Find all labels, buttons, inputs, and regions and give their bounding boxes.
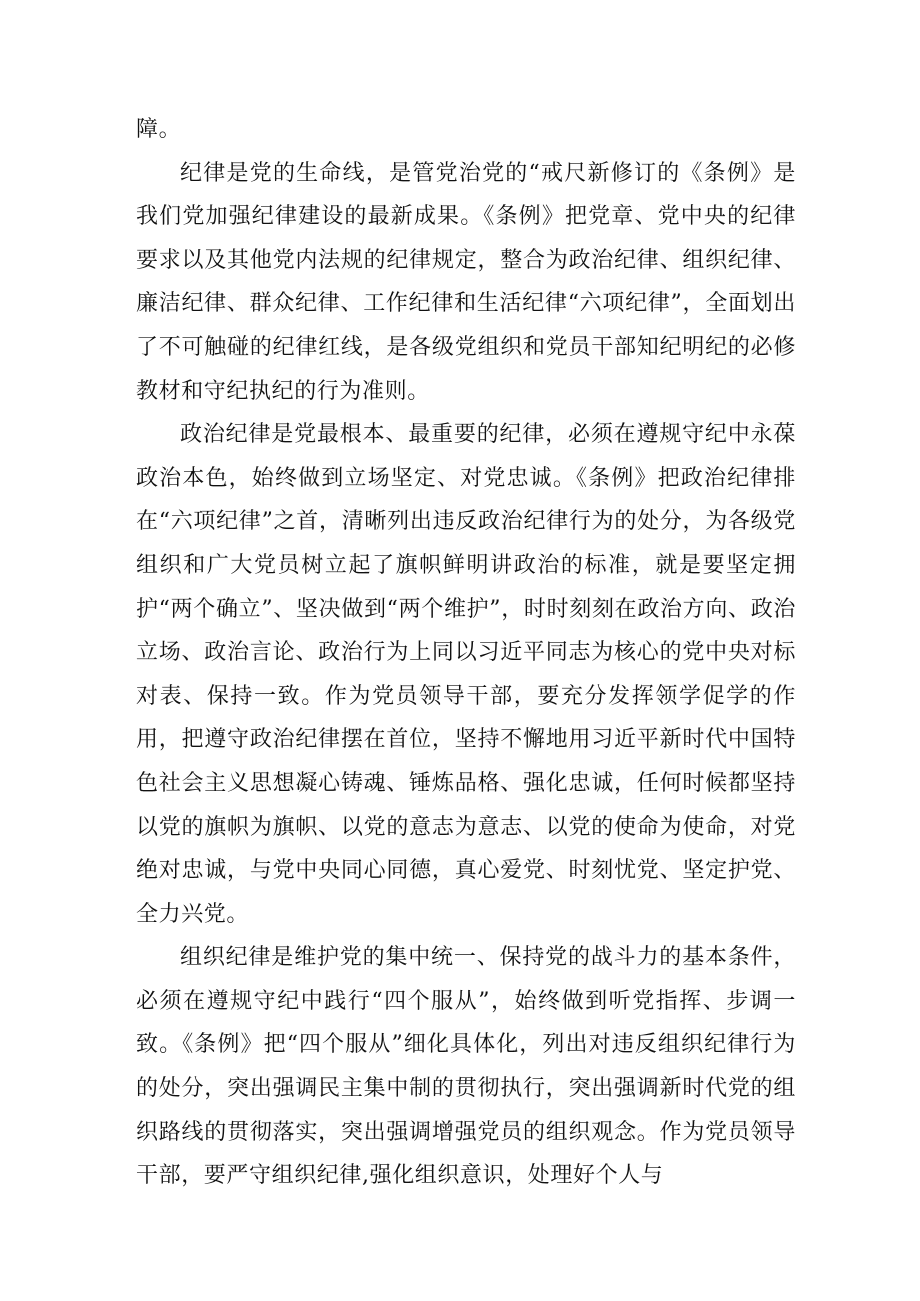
paragraph-continuation: 障。 bbox=[136, 117, 182, 142]
document-body bbox=[136, 108, 796, 1198]
paragraph-discipline-lifeline: 纪律是党的生命线，是管党治党的“戒尺新修订的《条例》是我们党加强纪律建设的最新成果。《条例》把党章、党中央的纪律要求以及其他党内法规的纪律规定，整合为政治纪律、组织纪律、廉洁纪律、群众纪律、工作纪律和生活纪律“六项纪律”，全面划出了不可触碰的纪律红线，是各级党组织和党员干部知纪明纪的必修教材和守纪执纪的行为准则。 bbox=[136, 160, 796, 404]
paragraph-political-discipline: 政治纪律是党最根本、最重要的纪律，必须在遵规守纪中永葆政治本色，始终做到立场坚定、对党忠诚。《条例》把政治纪律排在“六项纪律”之首，清晰列出违反政治纪律行为的处分，为各级党组织和广大党员树立起了旗帜鲜明讲政治的标准，就是要坚定拥护“两个确立”、坚决做到“两个维护”，时时刻刻在政治方向、政治立场、政治言论、政治行为上同以习近平同志为核心的党中央对标对表、保持一致。作为党员领导干部，要充分发挥领学促学的作用，把遵守政治纪律摆在首位，坚持不懈地用习近平新时代中国特色社会主义思想凝心铸魂、锤炼品格、强化忠诚，任何时候都坚持以党的旗帜为旗帜、以党的意志为意志、以党的使命为使命，对党绝对忠诚，与党中央同心同德，真心爱党、时刻忧党、坚定护党、全力兴党。 bbox=[136, 422, 796, 927]
paragraph-organizational-discipline: 组织纪律是维护党的集中统一、保持党的战斗力的基本条件，必须在遵规守纪中践行“四个服从”，始终做到听党指挥、步调一致。《条例》把“四个服从”细化具体化，列出对违反组织纪律行为的处分，突出强调民主集中制的贯彻执行，突出强调新时代党的组织路线的贯彻落实，突出强调增强党员的组织观念。作为党员领导干部，要严守组织纪律,强化组织意识，处理好个人与 bbox=[136, 945, 796, 1189]
